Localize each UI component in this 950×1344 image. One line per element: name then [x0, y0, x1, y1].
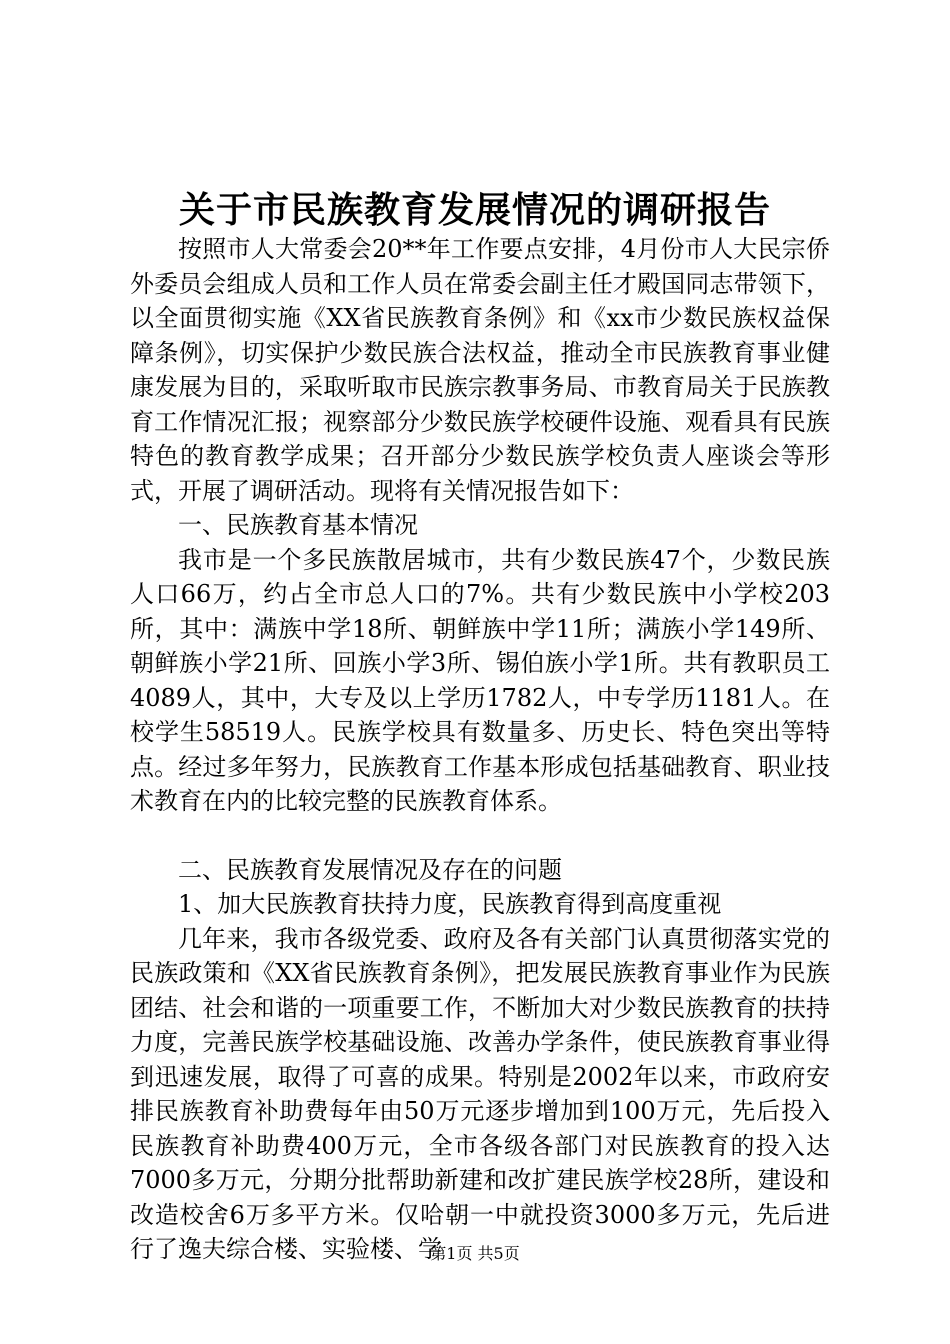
- paragraph-spacer: [130, 819, 830, 853]
- intro-paragraph: 按照市人大常委会20**年工作要点安排，4月份市人大民宗侨外委员会组成人员和工作人员在常委会副主任才殿国同志带领下，以全面贯彻实施《XX省民族教育条例》和《xx市少数民族权益保障条例》，切实保护少数民族合法权益，推动全市民族教育事业健康发展为目的，采取听取市民族宗教事务局、市教育局关于民族教育工作情况汇报；视察部分少数民族学校硬件设施、观看具有民族特色的教育教学成果；召开部分少数民族学校负责人座谈会等形式，开展了调研活动。现将有关情况报告如下：: [130, 235, 830, 505]
- document-body: [130, 232, 830, 1267]
- section-heading-1: 一、民族教育基本情况: [178, 511, 418, 539]
- page-footer: 第1页 共5页: [430, 1244, 520, 1263]
- support-paragraph: 几年来，我市各级党委、政府及各有关部门认真贯彻落实党的民族政策和《XX省民族教育条例》，把发展民族教育事业作为民族团结、社会和谐的一项重要工作，不断加大对少数民族教育的扶持力度，完善民族学校基础设施、改善办学条件，使民族教育事业得到迅速发展，取得了可喜的成果。特别是2002年以来，市政府安排民族教育补助费每年由50万元逐步增加到100万元，先后投入民族教育补助费400万元，全市各级各部门对民族教育的投入达7000多万元，分期分批帮助新建和改扩建民族学校28所，建设和改造校舍6万多平方米。仅哈朝一中就投资3000多万元，先后进行了逸夫综合楼、实验楼、学: [130, 924, 830, 1263]
- section-heading-2: 二、民族教育发展情况及存在的问题: [178, 855, 562, 884]
- subsection-heading-1: 1、加大民族教育扶持力度，民族教育得到高度重视: [178, 890, 722, 918]
- basic-situation-paragraph: 我市是一个多民族散居城市，共有少数民族47个，少数民族人口66万，约占全市总人口的7%。共有少数民族中小学校203所，其中：满族中学18所、朝鲜族中学11所；满族小学149所、朝鲜族小学21所、回族小学3所、锡伯族小学1所。共有教职员工4089人，其中，大专及以上学历1782人，中专学历1181人。在校学生58519人。民族学校具有数量多、历史长、特色突出等特点。经过多年努力，民族教育工作基本形成包括基础教育、职业技术教育在内的比较完整的民族教育体系。: [130, 545, 830, 815]
- document-title: 关于市民族教育发展情况的调研报告: [178, 189, 771, 231]
